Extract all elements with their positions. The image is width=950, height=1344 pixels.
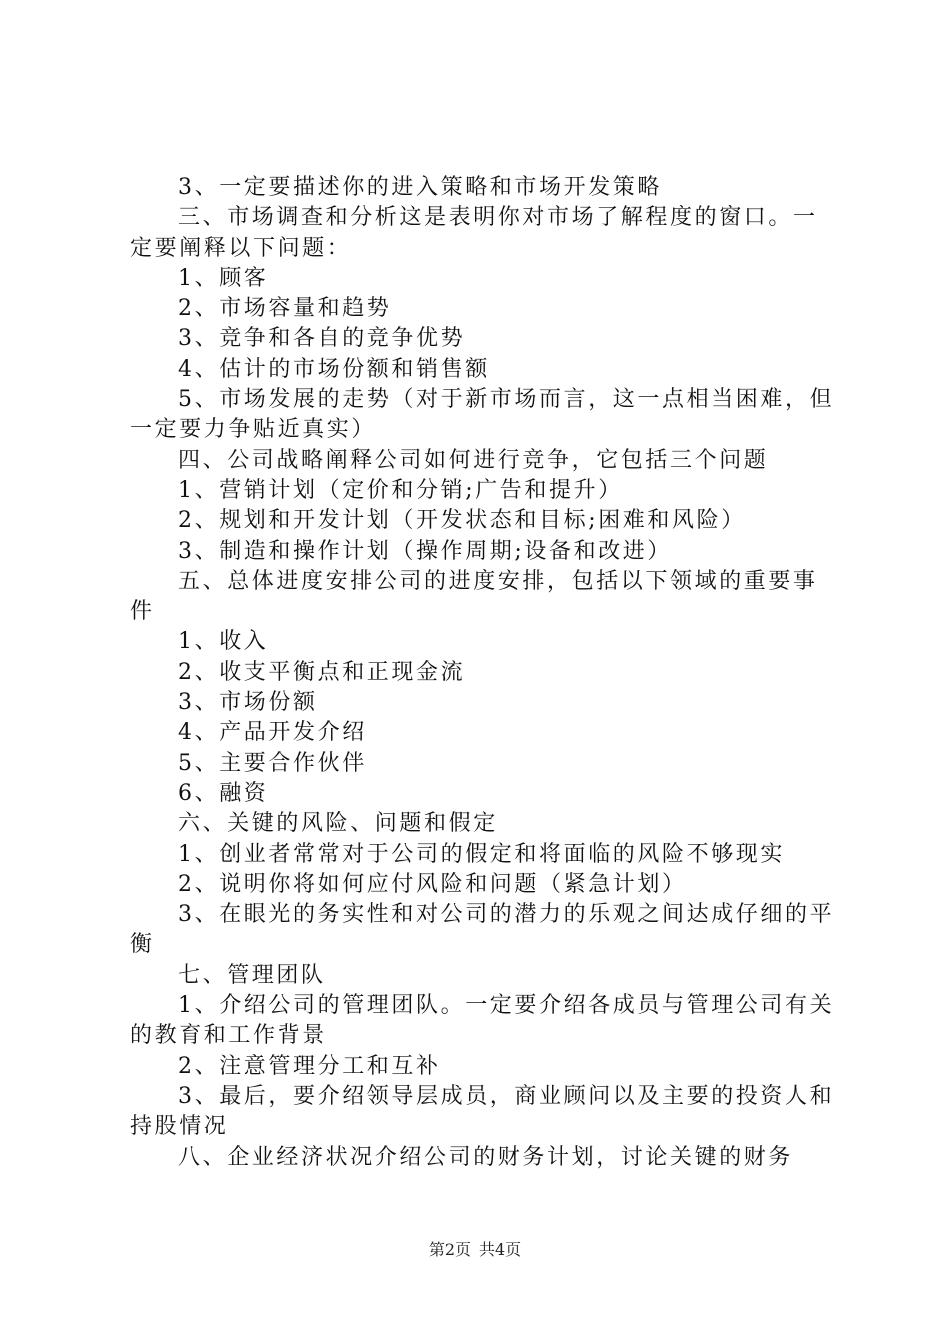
paragraph: 3、制造和操作计划（操作周期;设备和改进） <box>178 538 673 564</box>
paragraph: 5、主要合作伙伴 <box>178 750 367 776</box>
paragraph: 四、公司战略阐释公司如何进行竞争，它包括三个问题 <box>178 447 769 473</box>
paragraph: 2、规划和开发计划（开发状态和目标;困难和风险） <box>178 508 746 534</box>
paragraph: 2、说明你将如何应付风险和问题（紧急计划） <box>178 871 687 897</box>
paragraph: 1、收入 <box>178 629 269 655</box>
paragraph: 八、企业经济状况介绍公司的财务计划，讨论关键的财务 <box>178 1144 794 1170</box>
paragraph: 五、总体进度安排公司的进度安排，包括以下领域的重要事件 <box>130 568 818 625</box>
paragraph: 6、融资 <box>178 780 269 806</box>
paragraph: 3、竞争和各自的竞争优势 <box>178 326 466 352</box>
document-body <box>130 173 835 1173</box>
paragraph: 4、估计的市场份额和销售额 <box>178 356 490 382</box>
paragraph: 1、顾客 <box>178 265 269 291</box>
paragraph: 2、收支平衡点和正现金流 <box>178 659 466 685</box>
paragraph: 三、市场调查和分析这是表明你对市场了解程度的窗口。一定要阐释以下问题： <box>130 205 818 261</box>
paragraph: 七、管理团队 <box>178 962 326 988</box>
page-footer <box>0 1240 950 1260</box>
paragraph: 5、市场发展的走势（对于新市场而言，这一点相当困难，但一定要力争贴近真实） <box>130 387 835 443</box>
page-total: 共4页 <box>479 1240 522 1259</box>
paragraph: 3、一定要描述你的进入策略和市场开发策略 <box>178 175 662 200</box>
paragraph: 1、营销计划（定价和分销;广告和提升） <box>178 477 623 503</box>
paragraph: 3、在眼光的务实性和对公司的潜力的乐观之间达成仔细的平衡 <box>130 902 835 958</box>
paragraph: 1、创业者常常对于公司的假定和将面临的风险不够现实 <box>178 841 785 867</box>
paragraph: 2、注意管理分工和互补 <box>178 1053 441 1079</box>
paragraph: 2、市场容量和趋势 <box>178 296 392 322</box>
paragraph: 3、最后，要介绍领导层成员，商业顾问以及主要的投资人和持股情况 <box>130 1083 835 1140</box>
paragraph: 4、产品开发介绍 <box>178 720 367 746</box>
paragraph: 3、市场份额 <box>178 690 318 716</box>
paragraph: 六、关键的风险、问题和假定 <box>178 811 498 837</box>
paragraph: 1、介绍公司的管理团队。一定要介绍各成员与管理公司有关的教育和工作背景 <box>130 993 835 1049</box>
page-number: 第2页 <box>428 1240 471 1259</box>
